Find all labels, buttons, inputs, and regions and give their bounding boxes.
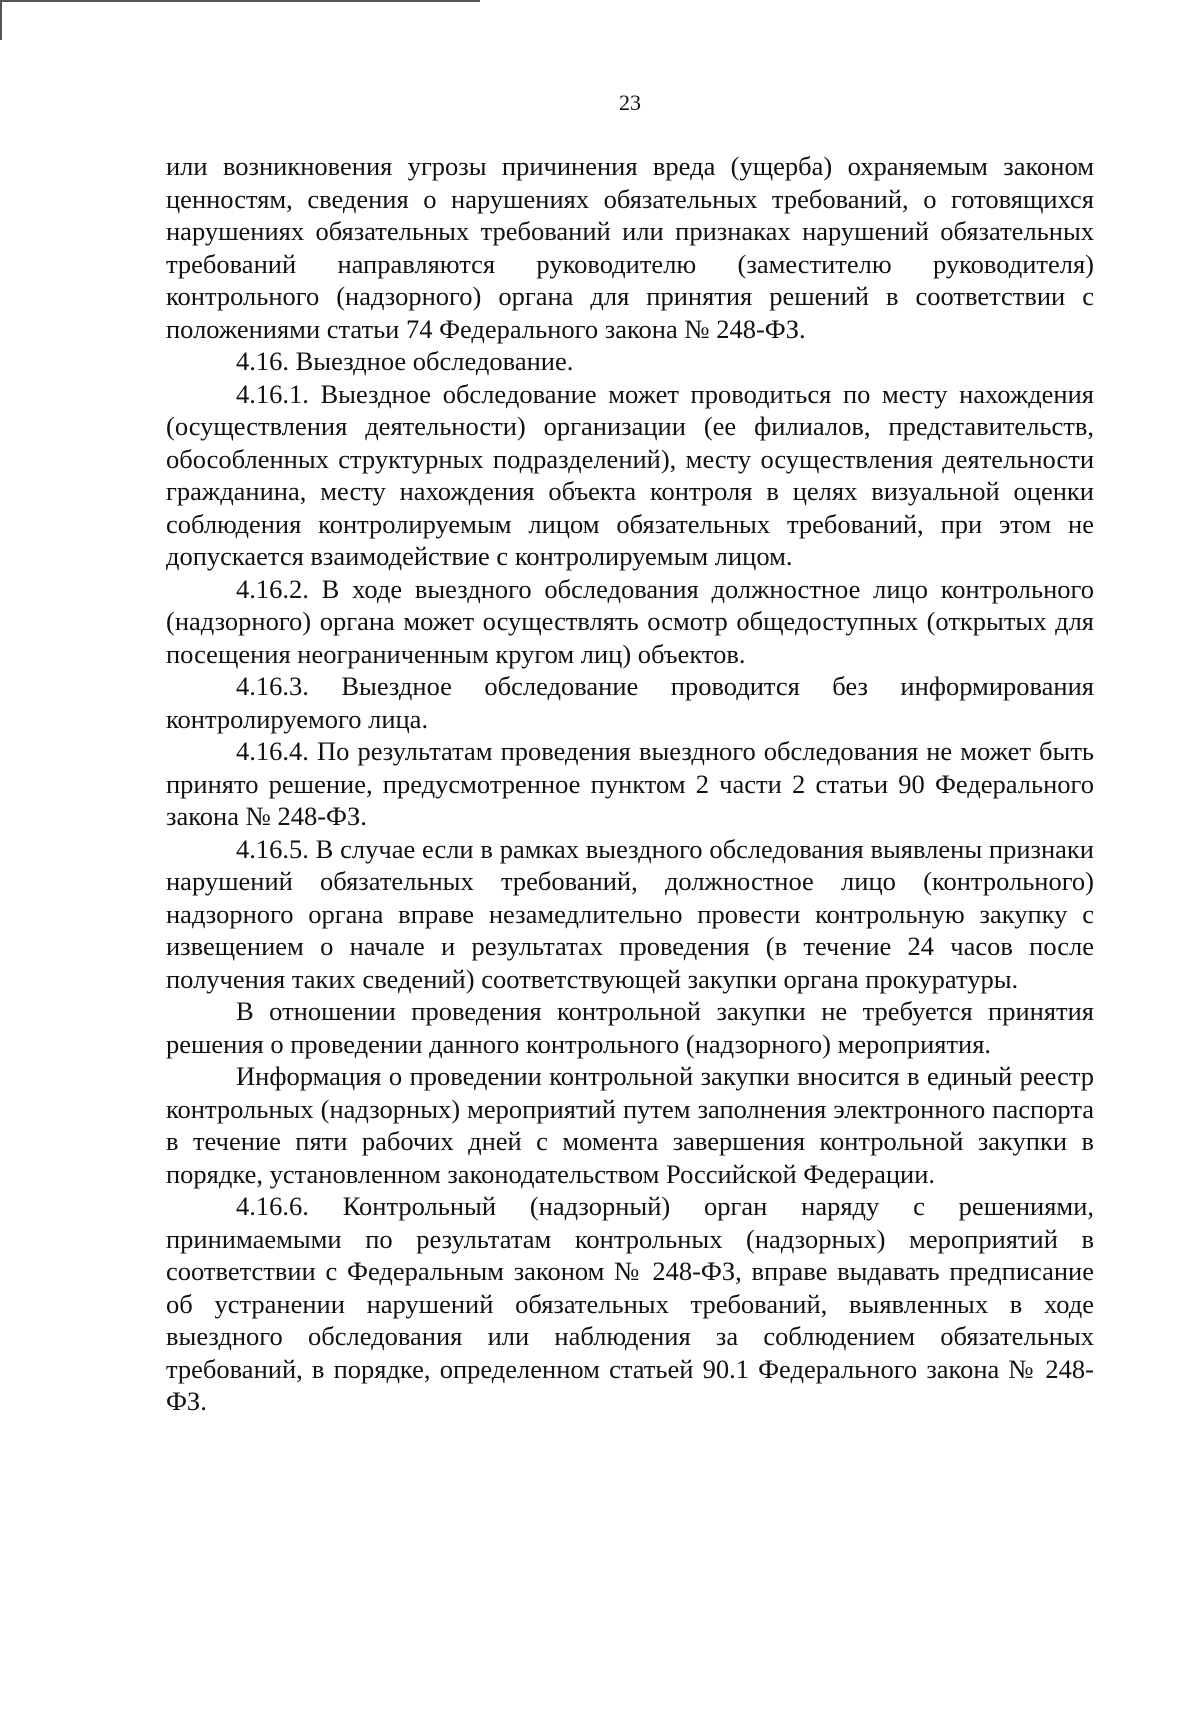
paragraph-4-16-1: 4.16.1. Выездное обследование может проводиться по месту нахождения (осуществления деятельности) организации (ее филиалов, представительств, обособленных структурных подразделений), месту осуществления деятельности гражданина, месту нахождения объекта контроля в целях визуальной оценки соблюдения контролируемым лицом обязательных требований, при этом не допускается взаимодействие с контролируемым лицом. [166,378,1094,571]
scan-edge-left [0,0,2,40]
paragraph-4-16-6: 4.16.6. Контрольный (надзорный) орган наряду с решениями, принимаемыми по результатам контрольных (надзорных) мероприятий в соответствии с Федеральным законом № 248-ФЗ, вправе выдавать предписание об устранении нарушений обязательных требований, выявленных в ходе выездного обследования или наблюдения за соблюдением обязательных требований, в порядке, определенном статьей 90.1 Федерального закона № 248-ФЗ. [166,1191,1094,1416]
paragraph-4-16-5: 4.16.5. В случае если в рамках выездного обследования выявлены признаки нарушений обязательных требований, должностное лицо (контрольного) надзорного органа вправе незамедлительно провести контрольную закупку с извещением о начале и результатах проведения (в течение 24 часов после получения таких сведений) соответствующей закупки органа прокуратуры. [166,833,1094,994]
paragraph-4-16-2: 4.16.2. В ходе выездного обследования должностное лицо контрольного (надзорного) органа может осуществлять осмотр общедоступных (открытых для посещения неограниченным кругом лиц) объектов. [166,573,1094,669]
paragraph-4-16-3: 4.16.3. Выездное обследование проводится без информирования контролируемого лица. [166,671,1094,734]
scan-edge-top [0,0,480,2]
section-heading-4-16: 4.16. Выездное обследование. [236,346,574,376]
paragraph-control-purchase-registry: Информация о проведении контрольной закупки вносится в единый реестр контрольных (надзорных) мероприятий путем заполнения электронного паспорта в течение пяти рабочих дней с момента завершения контрольной закупки в порядке, установленном законодательством Российской Федерации. [166,1061,1094,1189]
paragraph-control-purchase-decision: В отношении проведения контрольной закупки не требуется принятия решения о проведении данного контрольного (надзорного) мероприятия. [166,996,1094,1059]
paragraph-continuation: или возникновения угрозы причинения вреда (ущерба) охраняемым законом ценностям, сведения о нарушениях обязательных требований, о готовящихся нарушениях обязательных требований или признаках нарушений обязательных требований направляются руководителю (заместителю руководителя) контрольного (надзорного) органа для принятия решений в соответствии с положениями статьи 74 Федерального закона № 248-ФЗ. [166,151,1094,344]
page-number: 23 [619,90,641,115]
document-body [166,150,1094,1418]
paragraph-4-16-4: 4.16.4. По результатам проведения выездного обследования не может быть принято решение, предусмотренное пунктом 2 части 2 статьи 90 Федерального закона № 248-ФЗ. [166,736,1094,831]
